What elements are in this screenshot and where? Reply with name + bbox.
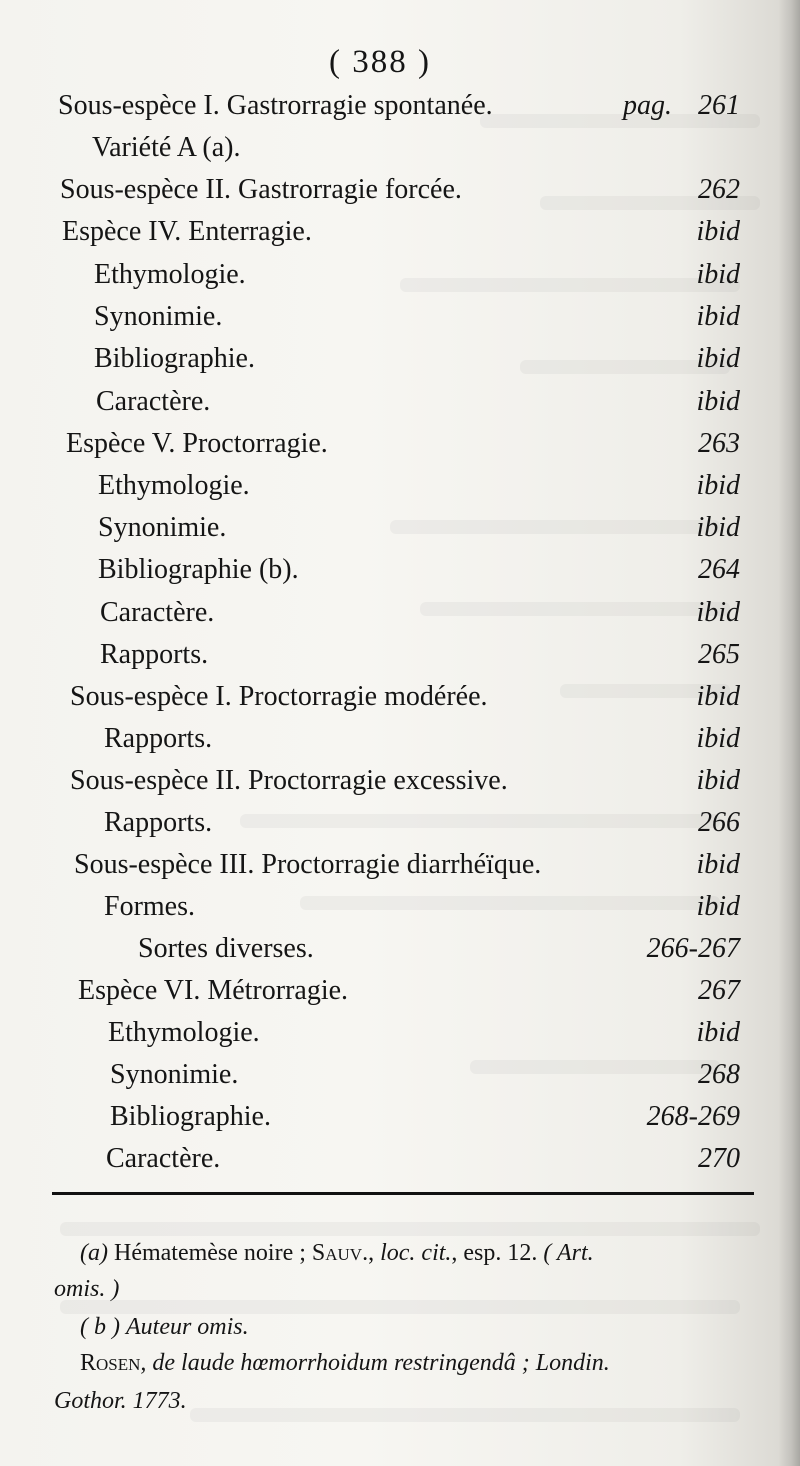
toc-entry (62, 212, 740, 252)
toc-entry (66, 424, 740, 464)
toc-entry-page: 262 (698, 174, 740, 205)
toc-entry-label: Bibliographie. (110, 1101, 271, 1132)
toc-entry (66, 508, 740, 548)
toc-entry-label: Caractère. (100, 597, 215, 628)
toc-entry-page: ibid (696, 470, 740, 501)
show-through-line (190, 1408, 740, 1422)
footnote-marker: ( b ) (80, 1314, 120, 1340)
toc-entry (66, 593, 740, 633)
toc-entry-page: ibid (696, 681, 740, 712)
toc-entry (78, 1139, 740, 1179)
toc-entry-label: Ethymologie. (98, 470, 250, 501)
footnote-a-continued: omis. ) (54, 1276, 120, 1302)
toc-entry-label: Bibliographie. (94, 343, 255, 374)
toc-entry (70, 803, 740, 843)
footnote-author: Sauv. (311, 1240, 369, 1266)
toc-entry-label: Espèce VI. Métrorragie. (78, 975, 349, 1006)
toc-entry-page: ibid (696, 723, 740, 754)
toc-entry (78, 1055, 740, 1095)
toc-entry-label: Espèce V. Proctorragie. (66, 428, 328, 459)
toc-entry-page: ibid (696, 1017, 740, 1048)
toc-entry (60, 170, 740, 210)
footnote-species: , esp. 12. (451, 1240, 538, 1266)
page-number: ( 388 ) (329, 44, 431, 80)
toc-entry-page: 264 (698, 554, 740, 585)
toc-entry-page: ibid (696, 765, 740, 796)
toc-entry-page: 263 (698, 428, 740, 459)
toc-entry-page: 265 (698, 639, 740, 670)
footnote-reference (80, 1346, 610, 1380)
toc-entry-page: ibid (696, 512, 740, 543)
toc-entry-page: 268 (698, 1059, 740, 1090)
toc-entry (70, 677, 740, 717)
toc-entry (74, 887, 740, 927)
page-edge-shadow (778, 0, 800, 1466)
toc-entry-label: Sous-espèce I. Gastrorragie spontanée. (58, 90, 493, 121)
footnote-text: Auteur omis. (125, 1314, 249, 1340)
toc-entry-page: 267 (698, 975, 740, 1006)
toc-entry-label: Ethymologie. (108, 1017, 260, 1048)
toc-entry-label: Synonimie. (98, 512, 227, 543)
toc-entry-page: ibid (696, 891, 740, 922)
toc-entry (62, 382, 740, 422)
toc-entry (58, 128, 740, 168)
toc-entry-label: Bibliographie (b). (98, 554, 299, 585)
toc-entry-label: Sous-espèce II. Proctorragie excessive. (70, 765, 508, 796)
footnote-a (80, 1236, 594, 1270)
toc-entry-label: Rapports. (104, 723, 213, 754)
toc-entry (74, 929, 740, 969)
toc-entry-page: ibid (696, 343, 740, 374)
toc-entry-label: Caractère. (96, 386, 211, 417)
footnote-note: ( Art. (543, 1240, 594, 1266)
toc-entry-label: Ethymologie. (94, 259, 246, 290)
toc-entry-label: Synonimie. (110, 1059, 239, 1090)
toc-entry (78, 1097, 740, 1137)
reference-author: Rosen (80, 1350, 141, 1376)
toc-entry-page: ibid (696, 597, 740, 628)
toc-entry (62, 339, 740, 379)
toc-entry (66, 635, 740, 675)
footnote-marker: (a) (80, 1240, 108, 1266)
toc-entry (62, 297, 740, 337)
toc-entry (70, 719, 740, 759)
toc-entry (78, 971, 740, 1011)
page-abbreviation: pag. (623, 90, 672, 121)
show-through-line (60, 1222, 760, 1236)
toc-entry (74, 845, 740, 885)
toc-entry (58, 86, 740, 126)
toc-entry-label: Variété A (a). (92, 132, 241, 163)
toc-entry-page: ibid (696, 386, 740, 417)
toc-entry-label: Caractère. (106, 1143, 221, 1174)
footnote-reference-continued: Gothor. 1773. (54, 1388, 187, 1414)
toc-entry-page: 270 (698, 1143, 740, 1174)
toc-entry (70, 761, 740, 801)
footnote-separator: , (368, 1240, 375, 1266)
toc-entry-page: ibid (696, 259, 740, 290)
toc-entry (78, 1013, 740, 1053)
reference-title: , de laude hœmorrhoidum restringendâ ; Londin. (140, 1350, 610, 1376)
footnote-b (80, 1310, 249, 1344)
toc-entry (62, 255, 740, 295)
toc-entry-label: Sous-espèce II. Gastrorragie forcée. (60, 174, 462, 205)
toc-entry-label: Rapports. (100, 639, 209, 670)
toc-entry-label: Rapports. (104, 807, 213, 838)
toc-entry-page: 261 (698, 90, 740, 121)
toc-entry-page: 266-267 (646, 933, 740, 964)
toc-entry (66, 550, 740, 590)
toc-entry-label: Sous-espèce III. Proctorragie diarrhéïque. (74, 849, 542, 880)
toc-entry-label: Synonimie. (94, 301, 223, 332)
toc-entry-page: ibid (696, 849, 740, 880)
toc-entry (66, 466, 740, 506)
toc-entry-label: Espèce IV. Enterragie. (62, 216, 312, 247)
toc-entry-page: 268-269 (646, 1101, 740, 1132)
toc-entry-label: Sortes diverses. (138, 933, 314, 964)
footnote-text: Hématemèse noire ; (113, 1240, 306, 1266)
toc-entry-page: ibid (696, 301, 740, 332)
footnote-separator-rule (52, 1192, 754, 1195)
toc-entry-page: ibid (696, 216, 740, 247)
toc-entry-label: Formes. (104, 891, 195, 922)
toc-entry-page: 266 (698, 807, 740, 838)
footnote-citation: loc. cit. (380, 1240, 452, 1266)
toc-entry-label: Sous-espèce I. Proctorragie modérée. (70, 681, 488, 712)
